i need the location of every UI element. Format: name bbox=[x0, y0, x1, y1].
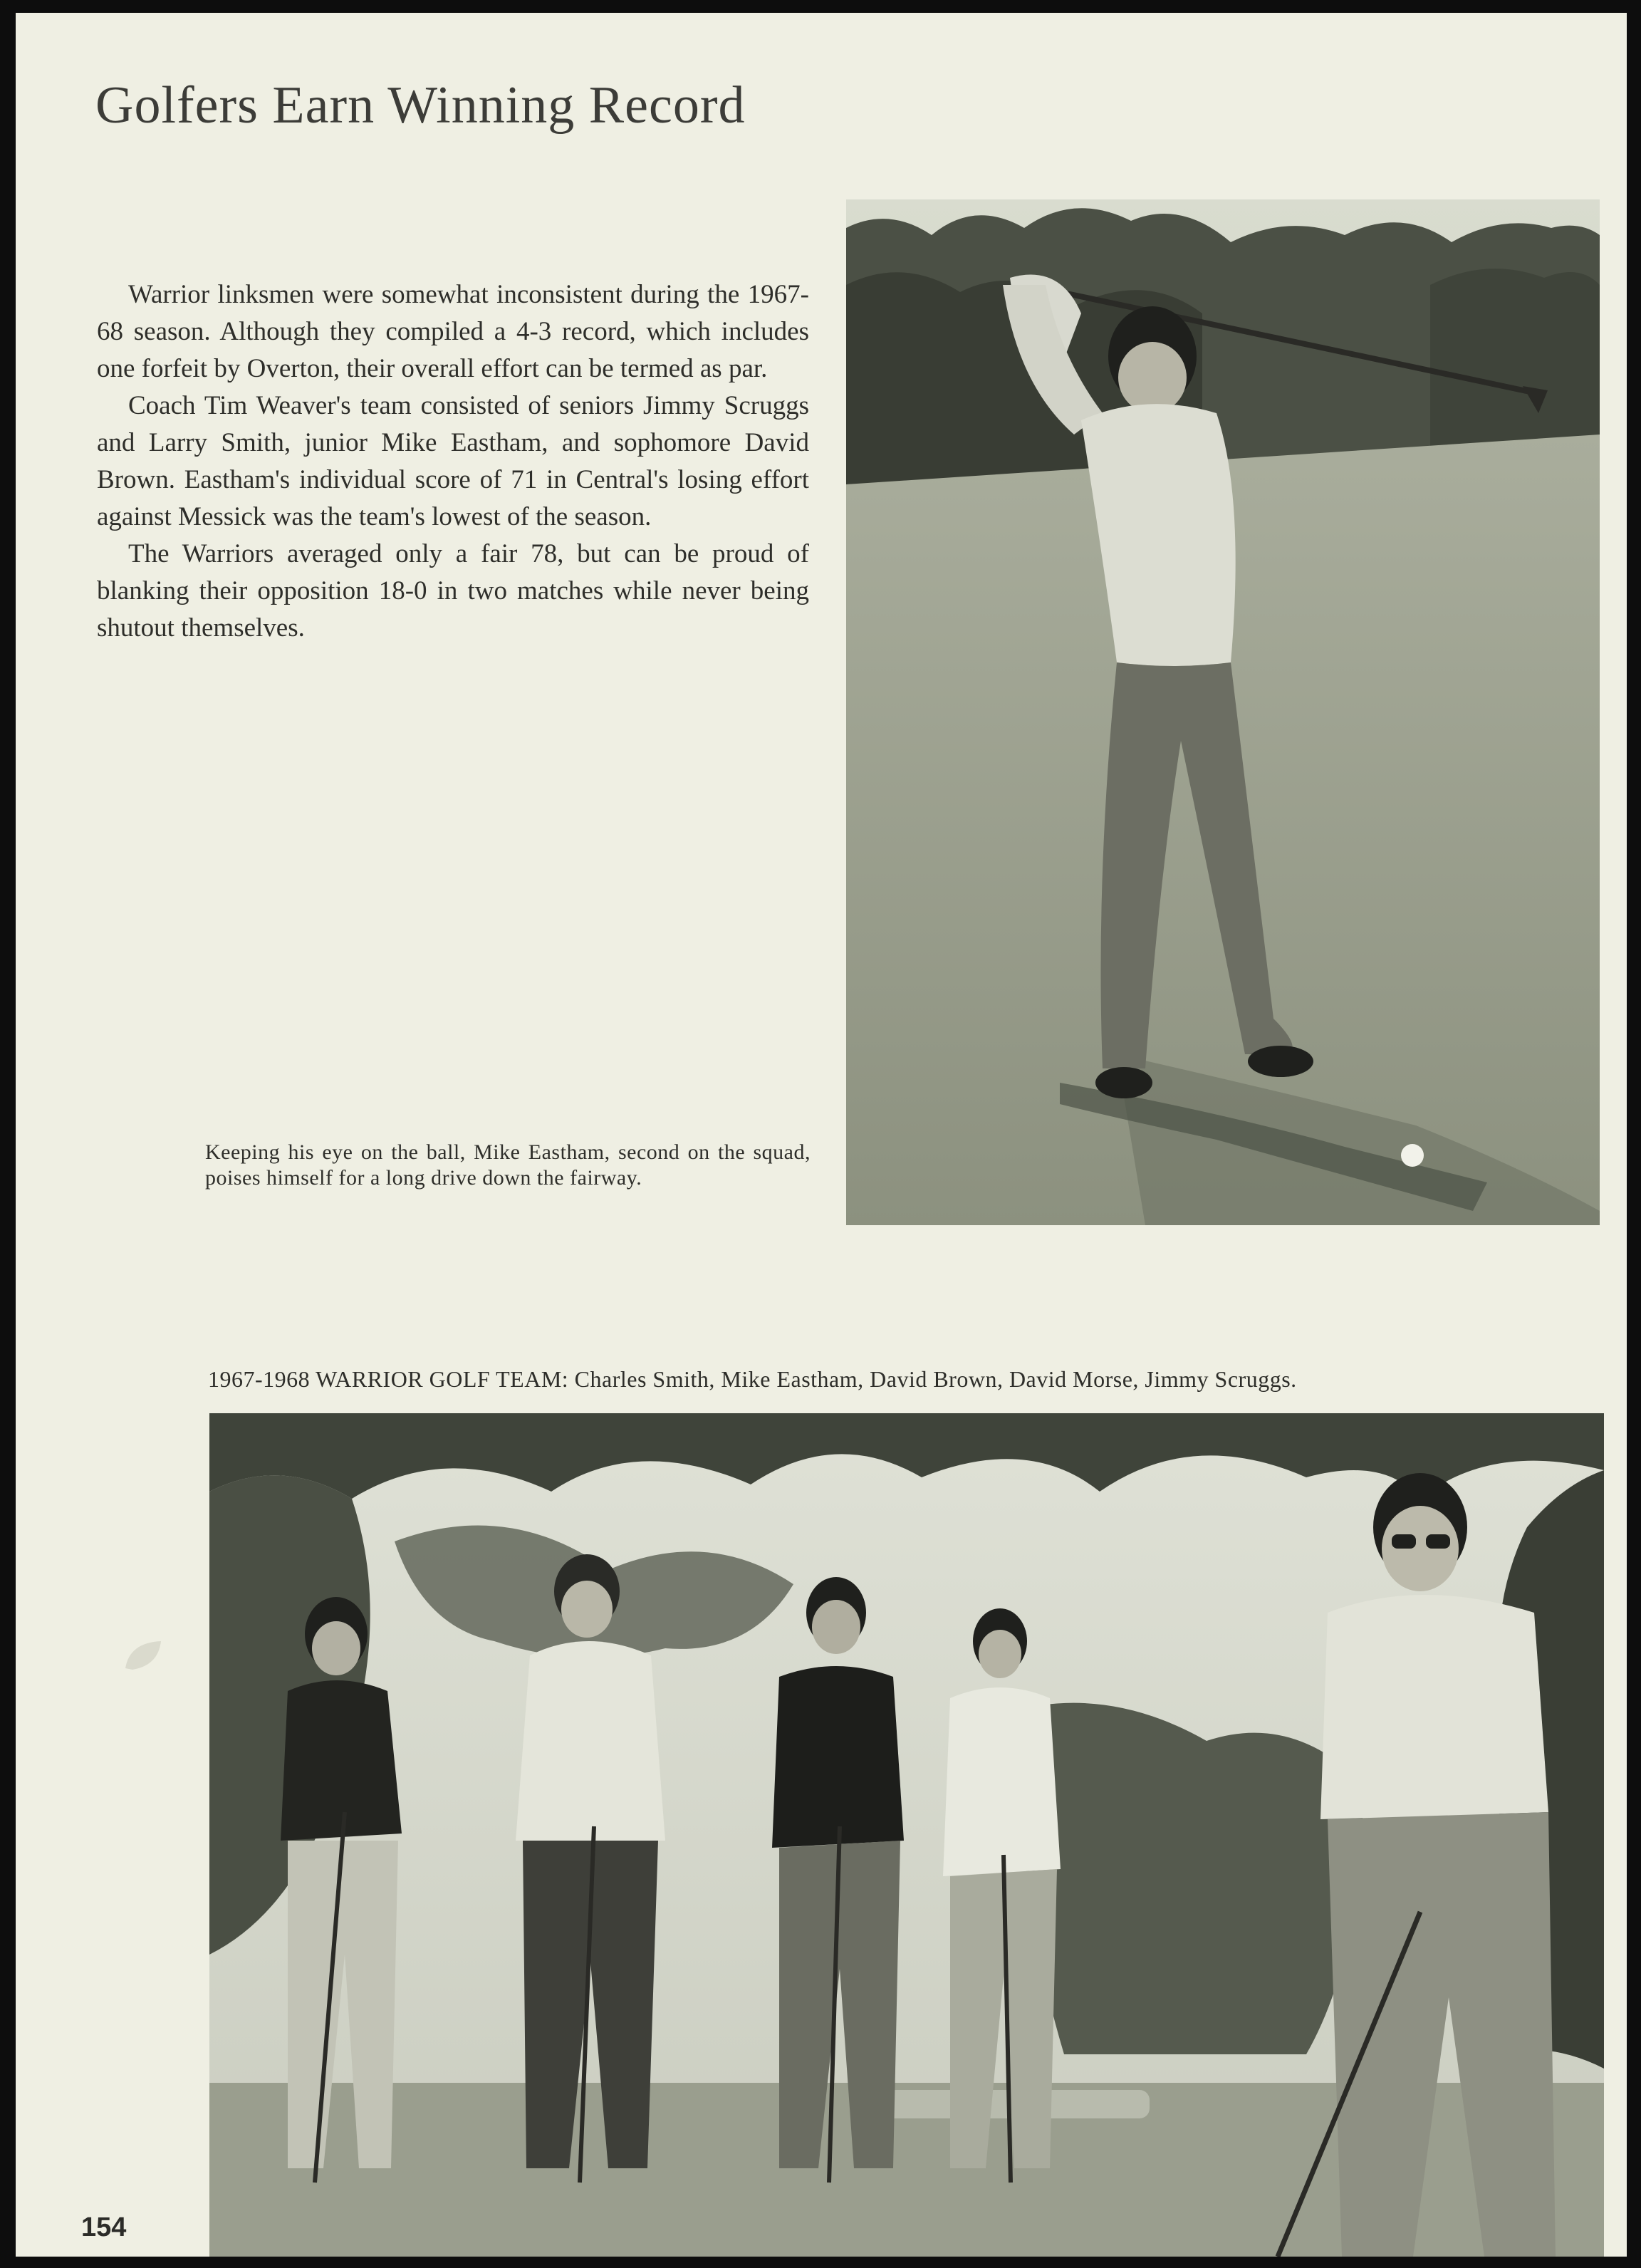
yearbook-page bbox=[16, 13, 1627, 2257]
golf-team-photo-art bbox=[209, 1413, 1604, 2257]
golfer-swing-photo bbox=[846, 199, 1600, 1225]
page-title: Golfers Earn Winning Record bbox=[95, 76, 746, 135]
page-number: 154 bbox=[81, 2212, 127, 2242]
article-body bbox=[97, 276, 809, 647]
golfer-swing-caption: Keeping his eye on the ball, Mike Eastham, second on the squad, poises himself for a long drive down the fairway. bbox=[205, 1140, 811, 1190]
team-photo-caption: 1967-1968 WARRIOR GOLF TEAM: Charles Smith, Mike Eastham, David Brown, David Morse, Jimmy Scruggs. bbox=[208, 1366, 1297, 1392]
golfer-swing-photo-art bbox=[846, 199, 1600, 1225]
article-paragraph-3: The Warriors averaged only a fair 78, but can be proud of blanking their opposition 18-0 in two matches while never being shutout themselves. bbox=[97, 539, 809, 643]
faint-leaf-mark bbox=[123, 1637, 165, 1674]
article-paragraph-1: Warrior linksmen were somewhat inconsistent during the 1967-68 season. Although they compiled a 4-3 record, which includes one forfeit by Overton, their overall effort can be termed as par. bbox=[97, 280, 809, 383]
golf-team-photo bbox=[209, 1413, 1604, 2257]
article-paragraph-2: Coach Tim Weaver's team consisted of seniors Jimmy Scruggs and Larry Smith, junior Mike Eastham, and sophomore David Brown. Eastham's individual score of 71 in Central's losing effort against Messick was the team's lowest of the season. bbox=[97, 391, 809, 531]
